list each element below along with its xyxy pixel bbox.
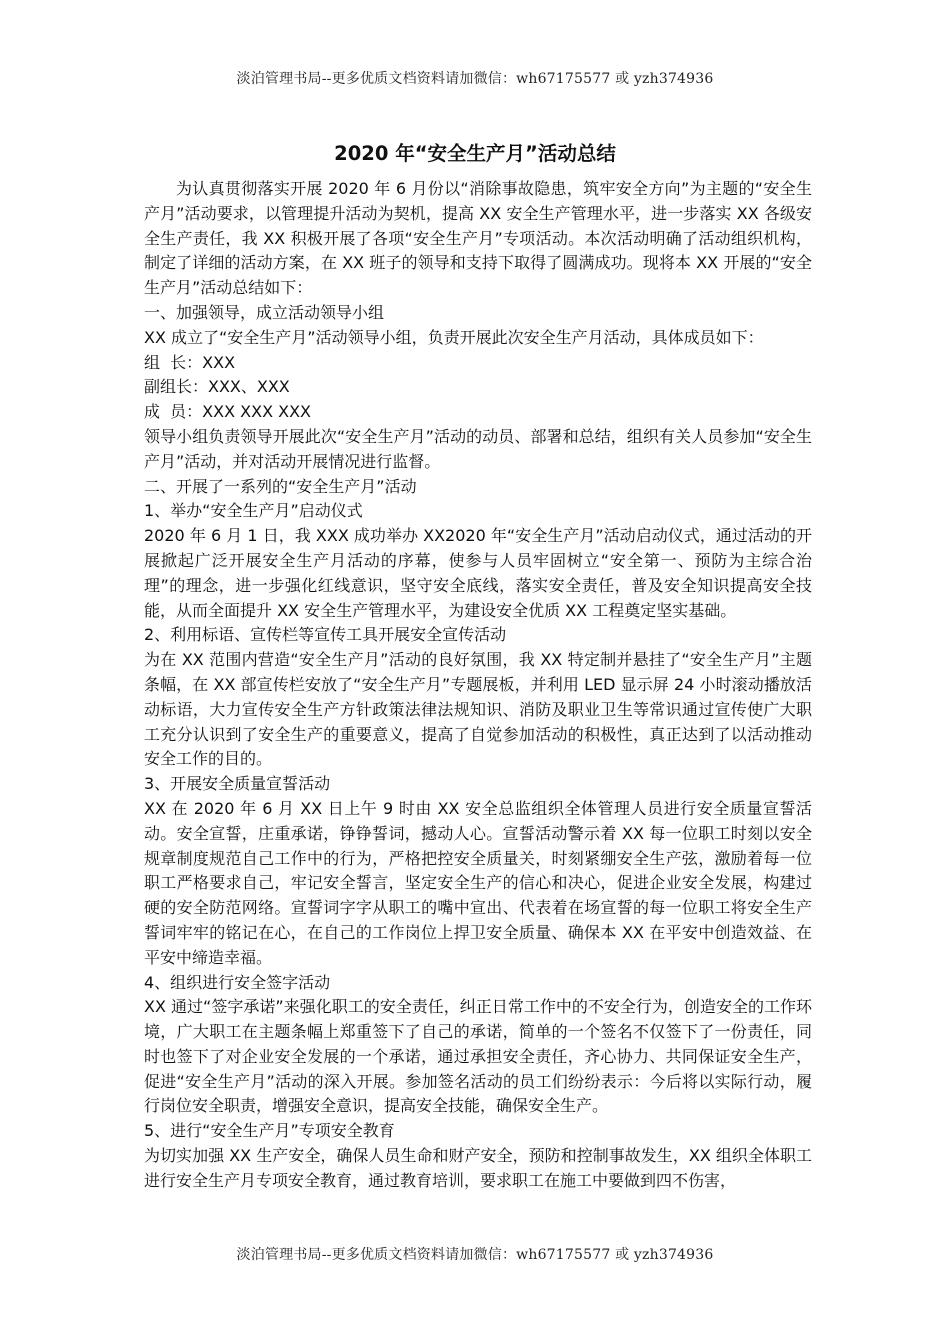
- member-line-leader: 组 长：XXX: [144, 352, 236, 372]
- subsection-heading-1: 1、举办“安全生产月”启动仪式: [144, 501, 363, 521]
- body-paragraph: XX 成立了“安全生产月”活动领导小组，负责开展此次安全生产月活动，具体成员如下：: [144, 327, 764, 347]
- body-paragraph: 为切实加强 XX 生产安全，确保人员生命和财产安全，预防和控制事故发生，XX 组织全体职工进行安全生产月专项安全教育，通过教育培训，要求职工在施工中要做到四不伤害，: [144, 1146, 812, 1190]
- page-footer: 淡泊管理书局--更多优质文档资料请加微信：wh67175577 或 yzh374936: [236, 1247, 714, 1263]
- body-paragraph: 为在 XX 范围内营造“安全生产月”活动的良好氛围，我 XX 特定制并悬挂了“安全生产月”主题条幅，在 XX 部宣传栏安放了“安全生产月”专题展板，并利用 LED 显示屏 24 小时滚动播放活动标语，大力宣传安全生产方针政策法律法规知识、消防及职业卫生等常识通过宣传使广大职工充分认识到了安全生产的重要意义，提高了自觉参加活动的积极性，真正达到了以活动推动安全工作的目的。: [144, 650, 812, 769]
- body-paragraph: 2020 年 6 月 1 日，我 XXX 成功举办 XX2020 年“安全生产月”活动启动仪式，通过活动的开展掀起广泛开展安全生产月活动的序幕，使参与人员牢固树立“安全第一、预防为主综合治理”的理念，进一步强化红线意识，坚守安全底线，落实安全责任，普及安全知识提高安全技能，从而全面提升 XX 安全生产管理水平，为建设安全优质 XX 工程奠定坚实基础。: [144, 526, 812, 620]
- page-header: 淡泊管理书局--更多优质文档资料请加微信：wh67175577 或 yzh374936: [236, 71, 714, 87]
- body-paragraph: 领导小组负责领导开展此次“安全生产月”活动的动员、部署和总结，组织有关人员参加“安全生产月”活动，并对活动开展情况进行监督。: [144, 426, 812, 471]
- subsection-heading-4: 4、组织进行安全签字活动: [144, 972, 331, 992]
- member-line-members: 成 员：XXX XXX XXX: [144, 402, 311, 422]
- page-title: 2020 年“安全生产月”活动总结: [334, 142, 616, 165]
- subsection-heading-2: 2、利用标语、宣传栏等宣传工具开展安全宣传活动: [144, 625, 507, 645]
- body-paragraph: XX 通过“签字承诺”来强化职工的安全责任，纠正日常工作中的不安全行为，创造安全的工作环境，广大职工在主题条幅上郑重签下了自己的承诺，简单的一个签名不仅签下了一份责任，同时也签下了对企业安全发展的一个承诺，通过承担安全责任，齐心协力、共同保证安全生产，促进“安全生产月”活动的深入开展。参加签名活动的员工们纷纷表示：今后将以实际行动，履行岗位安全职责，增强安全意识，提高安全技能，确保安全生产。: [144, 997, 812, 1116]
- intro-paragraph: 为认真贯彻落实开展 2020 年 6 月份以“消除事故隐患，筑牢安全方向”为主题的“安全生产月”活动要求，以管理提升活动为契机，提高 XX 安全生产管理水平，进一步落实 XX 各级安全生产责任，我 XX 积极开展了各项“安全生产月”专项活动。本次活动明确了活动组织机构，制定了详细的活动方案，在 XX 班子的领导和支持下取得了圆满成功。现将本 XX 开展的“安全生产月”活动总结如下：: [144, 179, 812, 298]
- section-heading-1: 一、加强领导，成立活动领导小组: [144, 302, 385, 322]
- document-body: [144, 177, 812, 1194]
- body-paragraph: XX 在 2020 年 6 月 XX 日上午 9 时由 XX 安全总监组织全体管理人员进行安全质量宣誓活动。安全宣誓，庄重承诺，铮铮誓词，撼动人心。宣誓活动警示着 XX 每一位职工时刻以安全规章制度规范自己工作中的行为，严格把控安全质量关，时刻紧绷安全生产弦，激励着每一位职工严格要求自己，牢记安全誓言，坚定安全生产的信心和决心，促进企业安全发展，构建过硬的安全防范网络。宣誓词字字从职工的嘴中宣出、代表着在场宣誓的每一位职工将安全生产誓词牢牢的铭记在心，在自己的工作岗位上捍卫安全质量、确保本 XX 在平安中创造效益、在平安中缔造幸福。: [144, 798, 812, 967]
- subsection-heading-5: 5、进行“安全生产月”专项安全教育: [144, 1121, 395, 1141]
- member-line-deputy: 副组长：XXX、XXX: [144, 377, 290, 397]
- subsection-heading-3: 3、开展安全质量宣誓活动: [144, 774, 331, 794]
- section-heading-2: 二、开展了一系列的“安全生产月”活动: [144, 476, 417, 496]
